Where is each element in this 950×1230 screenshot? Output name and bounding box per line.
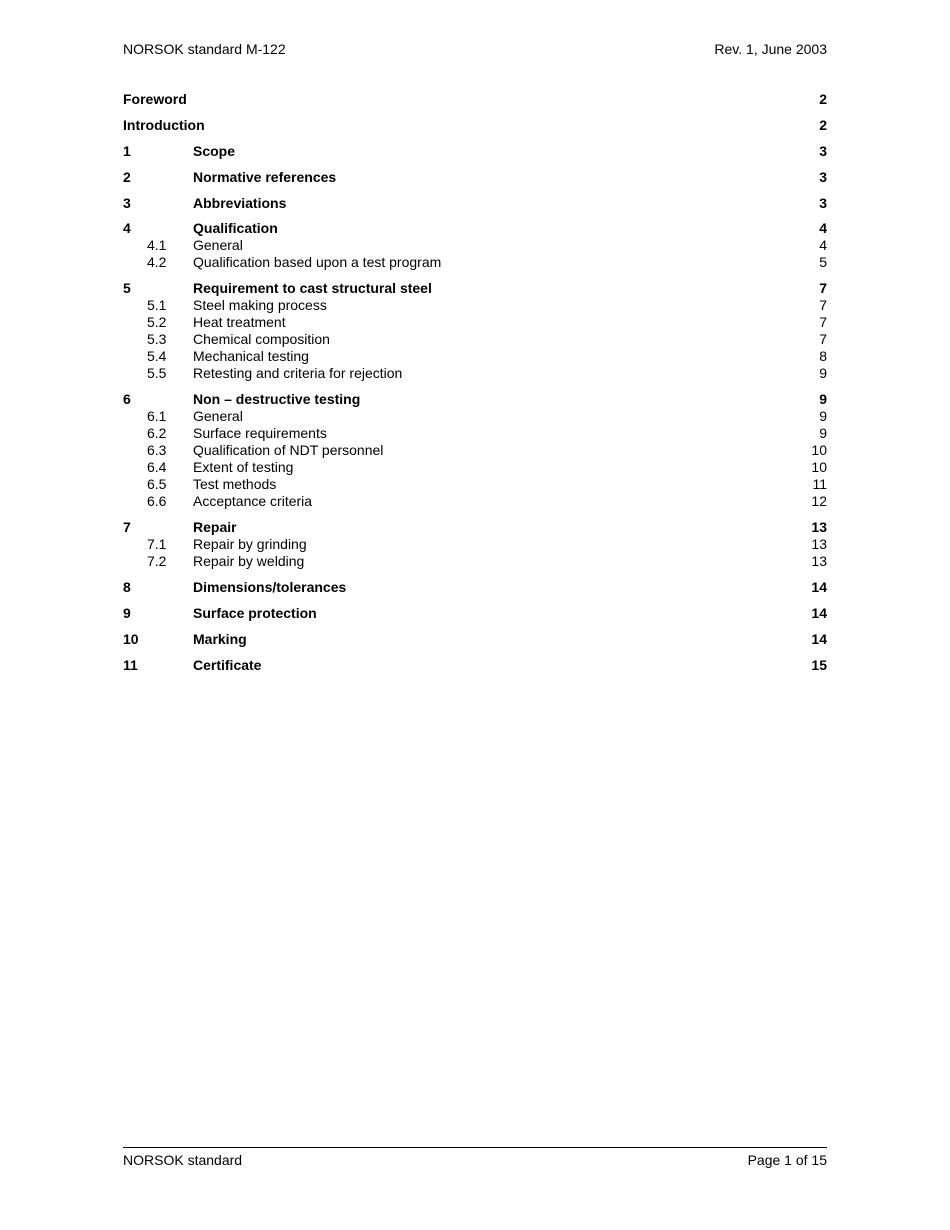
toc-title: Chemical composition bbox=[193, 331, 330, 348]
toc-entry-5-5[interactable] bbox=[123, 365, 827, 382]
toc-page: 12 bbox=[811, 493, 827, 510]
toc-number: 6.4 bbox=[147, 459, 167, 476]
toc-entry-7[interactable] bbox=[123, 519, 827, 536]
page-header bbox=[123, 41, 827, 59]
toc-number: 5.1 bbox=[147, 297, 167, 314]
toc-number: 5 bbox=[123, 280, 131, 297]
toc-entry-4[interactable] bbox=[123, 220, 827, 237]
toc-page: 11 bbox=[812, 476, 827, 493]
toc-entry-7-1[interactable] bbox=[123, 536, 827, 553]
toc-title: Retesting and criteria for rejection bbox=[193, 365, 403, 382]
toc-section-4 bbox=[123, 220, 827, 271]
toc-page: 13 bbox=[811, 536, 827, 553]
toc-entry-11[interactable] bbox=[123, 657, 827, 674]
toc-title: Acceptance criteria bbox=[193, 493, 313, 510]
toc-entry-6-6[interactable] bbox=[123, 493, 827, 510]
toc-title: Extent of testing bbox=[193, 459, 294, 476]
toc-entry-6-2[interactable] bbox=[123, 425, 827, 442]
toc-number: 7.2 bbox=[147, 553, 167, 570]
toc-title: Dimensions/tolerances bbox=[193, 579, 347, 596]
toc-entry-8[interactable] bbox=[123, 579, 827, 596]
toc-section-7 bbox=[123, 519, 827, 570]
toc-page: 14 bbox=[811, 604, 827, 621]
toc-entry-4-2[interactable] bbox=[123, 254, 827, 271]
toc-entry-2[interactable] bbox=[123, 169, 827, 186]
toc-page: 2 bbox=[819, 91, 827, 107]
toc-page: 5 bbox=[819, 254, 827, 271]
toc-entry-5-1[interactable] bbox=[123, 297, 827, 314]
toc-title: Scope bbox=[193, 142, 236, 159]
toc-entry-6[interactable] bbox=[123, 391, 827, 408]
toc-number: 10 bbox=[123, 630, 139, 647]
toc-page: 9 bbox=[819, 365, 827, 382]
toc-number: 5.2 bbox=[147, 314, 167, 331]
toc-entry-9[interactable] bbox=[123, 605, 827, 622]
toc-page: 14 bbox=[811, 630, 827, 647]
header-document-id: NORSOK standard M-122 bbox=[123, 41, 286, 57]
toc-number: 6.3 bbox=[147, 442, 167, 459]
toc-number: 6 bbox=[123, 391, 131, 408]
toc-entry-7-2[interactable] bbox=[123, 553, 827, 570]
toc-page: 15 bbox=[811, 656, 827, 673]
toc-page: 7 bbox=[819, 280, 827, 297]
toc-title: Qualification based upon a test program bbox=[193, 254, 442, 271]
toc-page: 10 bbox=[811, 442, 827, 459]
toc-title: Normative references bbox=[193, 168, 337, 185]
toc-page: 13 bbox=[811, 519, 827, 536]
toc-number: 6.6 bbox=[147, 493, 167, 510]
toc-section-5 bbox=[123, 280, 827, 382]
page-footer bbox=[123, 1147, 827, 1168]
toc-number: 4 bbox=[123, 220, 131, 237]
toc-number: 5.3 bbox=[147, 331, 167, 348]
toc-entry-4-1[interactable] bbox=[123, 237, 827, 254]
toc-entry-5-4[interactable] bbox=[123, 348, 827, 365]
toc-number: 1 bbox=[123, 142, 131, 159]
header-revision: Rev. 1, June 2003 bbox=[714, 41, 827, 57]
toc-title: Mechanical testing bbox=[193, 348, 309, 365]
toc-entry-10[interactable] bbox=[123, 631, 827, 648]
toc-entry-5[interactable] bbox=[123, 280, 827, 297]
toc-title: General bbox=[193, 408, 243, 425]
toc-page: 9 bbox=[819, 425, 827, 442]
toc-entry-1[interactable] bbox=[123, 143, 827, 160]
toc-entry-6-1[interactable] bbox=[123, 408, 827, 425]
toc-entry-5-3[interactable] bbox=[123, 331, 827, 348]
toc-entry-5-2[interactable] bbox=[123, 314, 827, 331]
footer-page-number: Page 1 of 15 bbox=[747, 1152, 827, 1168]
toc-page: 2 bbox=[819, 116, 827, 133]
toc-number: 8 bbox=[123, 579, 131, 596]
toc-number: 11 bbox=[123, 656, 138, 673]
toc-page: 4 bbox=[819, 220, 827, 237]
toc-number: 9 bbox=[123, 604, 131, 621]
toc-title: Surface requirements bbox=[193, 425, 327, 442]
toc-title: Foreword bbox=[123, 91, 187, 107]
toc-entry-6-4[interactable] bbox=[123, 459, 827, 476]
footer-document-name: NORSOK standard bbox=[123, 1152, 243, 1168]
toc-number: 5.5 bbox=[147, 365, 167, 382]
toc-title: Repair by welding bbox=[193, 553, 305, 570]
toc-entry-3[interactable] bbox=[123, 195, 827, 212]
toc-page: 10 bbox=[811, 459, 827, 476]
toc-page: 3 bbox=[819, 168, 827, 185]
toc-page: 7 bbox=[819, 331, 827, 348]
toc-title: Introduction bbox=[123, 116, 205, 133]
toc-title: Test methods bbox=[193, 476, 277, 493]
toc-title: Requirement to cast structural steel bbox=[193, 280, 432, 297]
toc-title: Non – destructive testing bbox=[193, 391, 361, 408]
toc-title: Heat treatment bbox=[193, 314, 286, 331]
toc-number: 5.4 bbox=[147, 348, 167, 365]
toc-number: 6.1 bbox=[147, 408, 167, 425]
toc-page: 4 bbox=[819, 237, 827, 254]
toc-number: 6.5 bbox=[147, 476, 167, 493]
toc-title: Certificate bbox=[193, 656, 262, 673]
toc-title: General bbox=[193, 237, 243, 254]
toc-title: Qualification bbox=[193, 220, 278, 237]
toc-entry-foreword[interactable] bbox=[123, 91, 827, 108]
toc-title: Abbreviations bbox=[193, 194, 287, 211]
toc-entry-6-5[interactable] bbox=[123, 476, 827, 493]
toc-number: 3 bbox=[123, 194, 131, 211]
toc-entry-introduction[interactable] bbox=[123, 117, 827, 134]
toc-entry-6-3[interactable] bbox=[123, 442, 827, 459]
toc-number: 7 bbox=[123, 519, 131, 536]
toc-number: 2 bbox=[123, 168, 131, 185]
toc-title: Qualification of NDT personnel bbox=[193, 442, 384, 459]
toc-page: 7 bbox=[819, 314, 827, 331]
toc-section-6 bbox=[123, 391, 827, 510]
toc-page: 9 bbox=[819, 408, 827, 425]
toc-page: 9 bbox=[819, 391, 827, 408]
toc-number: 4.2 bbox=[147, 254, 167, 271]
toc-page: 3 bbox=[819, 142, 827, 159]
toc-number: 6.2 bbox=[147, 425, 167, 442]
toc-number: 7.1 bbox=[147, 536, 167, 553]
toc-page: 3 bbox=[819, 194, 827, 211]
toc-title: Repair by grinding bbox=[193, 536, 307, 553]
toc-title: Surface protection bbox=[193, 604, 317, 621]
toc-page: 14 bbox=[811, 579, 827, 596]
toc-number: 4.1 bbox=[147, 237, 167, 254]
toc-title: Marking bbox=[193, 630, 247, 647]
toc-title: Steel making process bbox=[193, 297, 327, 314]
toc-title: Repair bbox=[193, 519, 237, 536]
toc-page: 8 bbox=[819, 348, 827, 365]
toc-page: 7 bbox=[819, 297, 827, 314]
table-of-contents bbox=[123, 91, 827, 683]
toc-page: 13 bbox=[811, 553, 827, 570]
